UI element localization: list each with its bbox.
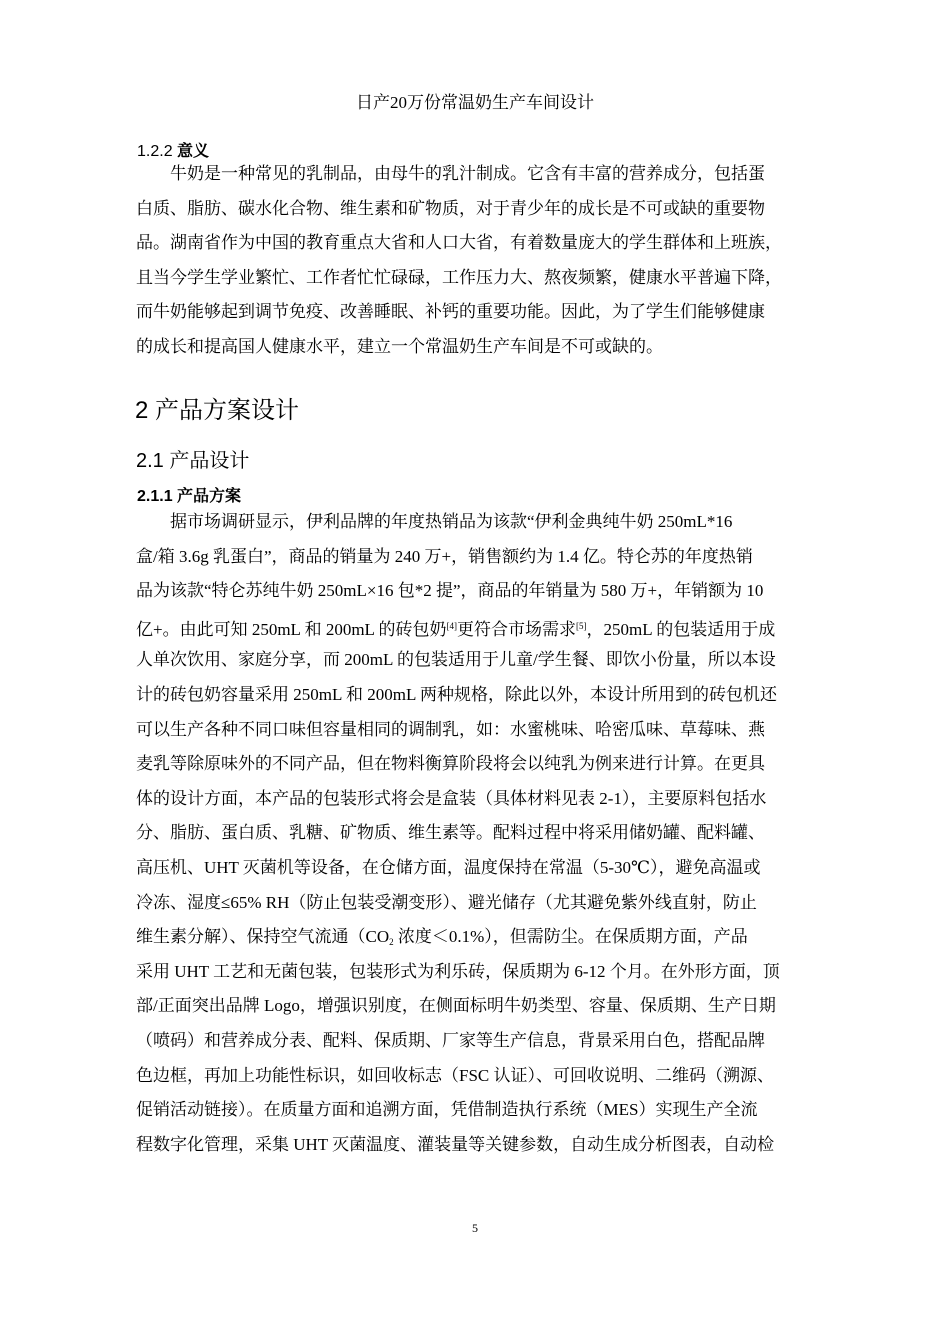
text-segment: 浓度＜0.1%），但需防尘。在保质期方面，产品 bbox=[393, 927, 748, 947]
section-title: 意义 bbox=[177, 143, 210, 160]
text-line: 体的设计方面，本产品的包装形式将会是盒装（具体材料见表 2-1），主要原料包括水 bbox=[136, 788, 767, 808]
paragraph-significance bbox=[136, 157, 857, 365]
text-line: 且当今学生学业繁忙、工作者忙忙碌碌，工作压力大、熬夜频繁，健康水平普遍下降， bbox=[136, 267, 782, 287]
text-line: 盒/箱 3.6g 乳蛋白”，商品的销量为 240 万+，销售额约为 1.4 亿。特仑苏的年度热销 bbox=[136, 546, 753, 566]
subscript: 2 bbox=[389, 937, 394, 948]
text-segment: ，250mL 的包装适用于成 bbox=[586, 619, 776, 639]
text-line: 色边框，再加上功能性标识，如回收标志（FSC 认证）、可回收说明、二维码（溯源、 bbox=[136, 1065, 774, 1085]
text-line bbox=[136, 920, 857, 955]
text-line: 而牛奶能够起到调节免疫、改善睡眠、补钙的重要功能。因此，为了学生们能够健康 bbox=[136, 302, 765, 322]
text-line: 计的砖包奶容量采用 250mL 和 200mL 两种规格，除此以外，本设计所用到的砖包机还 bbox=[136, 684, 777, 704]
text-line: 牛奶是一种常见的乳制品，由母牛的乳汁制成。它含有丰富的营养成分，包括蛋 bbox=[136, 164, 765, 183]
text-line: 品。湖南省作为中国的教育重点大省和人口大省，有着数量庞大的学生群体和上班族， bbox=[136, 233, 782, 253]
text-line: 品为该款“特仑苏纯牛奶 250mL×16 包*2 提”，商品的年销量为 580 万+，年销额为 10 bbox=[136, 581, 764, 601]
chapter-heading: 2 产品方案设计 bbox=[135, 397, 300, 424]
text-line: 程数字化管理，采集 UHT 灭菌温度、灌装量等关键参数，自动生成分析图表，自动检 bbox=[136, 1134, 775, 1154]
section-heading-2-1-1: 2.1.1 产品方案 bbox=[137, 488, 242, 505]
text-line: 据市场调研显示，伊利品牌的年度热销品为该款“伊利金典纯牛奶 250mL*16 bbox=[136, 512, 733, 531]
citation-ref: [4] bbox=[446, 620, 458, 631]
page-number: 5 bbox=[472, 1221, 478, 1235]
section-number: 1.2.2 bbox=[137, 143, 173, 160]
text-line: 部/正面突出品牌 Logo，增强识别度，在侧面标明牛奶类型、容量、保质期、生产日期 bbox=[136, 996, 776, 1016]
paragraph-product-plan bbox=[136, 505, 857, 1162]
section-heading-2-1: 2.1 产品设计 bbox=[136, 450, 250, 472]
text-line: （喷码）和营养成分表、配料、保质期、厂家等生产信息，背景采用白色，搭配品牌 bbox=[136, 1030, 765, 1050]
text-line: 冷冻、湿度≤65% RH（防止包装受潮变形）、避光储存（尤其避免紫外线直射，防止 bbox=[136, 892, 757, 912]
text-segment: 维生素分解）、保持空气流通（CO bbox=[136, 927, 390, 947]
text-line bbox=[136, 609, 857, 644]
text-line: 的成长和提高国人健康水平，建立一个常温奶生产车间是不可或缺的。 bbox=[136, 336, 663, 356]
text-line: 可以生产各种不同口味但容量相同的调制乳，如：水蜜桃味、哈密瓜味、草莓味、燕 bbox=[136, 719, 765, 739]
text-line: 采用 UHT 工艺和无菌包装，包装形式为利乐砖，保质期为 6-12 个月。在外形方面，顶 bbox=[136, 961, 780, 981]
text-line: 人单次饮用、家庭分享，而 200mL 的包装适用于儿童/学生餐、即饮小份量，所以本设 bbox=[136, 650, 776, 670]
text-line: 促销活动链接）。在质量方面和追溯方面，凭借制造执行系统（MES）实现生产全流 bbox=[136, 1100, 758, 1120]
citation-ref: [5] bbox=[576, 620, 587, 631]
text-line: 分、脂肪、蛋白质、乳糖、矿物质、维生素等。配料过程中将采用储奶罐、配料罐、 bbox=[136, 823, 765, 843]
text-segment: 更符合市场需求 bbox=[457, 619, 577, 639]
text-line: 白质、脂肪、碳水化合物、维生素和矿物质，对于青少年的成长是不可或缺的重要物 bbox=[136, 198, 765, 218]
text-segment: 亿+。由此可知 250mL 和 200mL 的砖包奶 bbox=[136, 619, 447, 639]
running-header: 日产20万份常温奶生产车间设计 bbox=[356, 93, 594, 112]
text-line: 麦乳等除原味外的不同产品，但在物料衡算阶段将会以纯乳为例来进行计算。在更具 bbox=[136, 754, 765, 774]
text-line: 高压机、UHT 灭菌机等设备，在仓储方面，温度保持在常温（5-30℃），避免高温或 bbox=[136, 857, 761, 877]
